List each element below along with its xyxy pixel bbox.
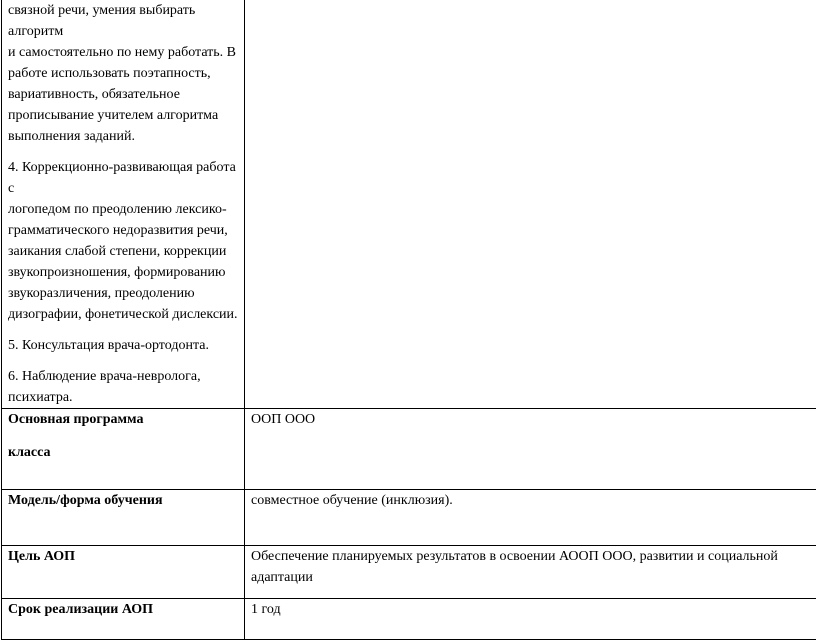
text-line: звукопроизношения, формированию — [8, 265, 225, 280]
text-line: связной речи, умения выбирать алгоритм — [8, 3, 195, 39]
text-line: звукоразличения, преодолению — [8, 286, 195, 301]
term-label: Срок реализации АОП — [8, 602, 153, 617]
program-label-line1: Основная программа — [8, 409, 240, 430]
goal-value-cell — [245, 546, 816, 599]
model-label-cell — [2, 490, 245, 546]
paragraph-neurologist — [8, 366, 240, 408]
term-value-cell — [245, 599, 816, 640]
model-value-cell — [245, 490, 816, 546]
table-row — [2, 490, 816, 546]
text-line: 4. Коррекционно-развивающая работа с — [8, 160, 236, 196]
model-value: совместное обучение (инклюзия). — [251, 493, 453, 508]
paragraph-speech-therapy — [8, 157, 240, 325]
table-row — [2, 599, 816, 640]
goal-value: Обеспечение планируемых результатов в освоении АООП ООО, развитии и социальной адаптации — [251, 549, 778, 585]
text-line: вариативность, обязательное — [8, 87, 180, 102]
text-line: дизографии, фонетической дислексии. — [8, 307, 238, 322]
text-line: выполнения заданий. — [8, 129, 135, 144]
correction-measures-cell — [2, 0, 245, 409]
goal-label-cell — [2, 546, 245, 599]
goal-label: Цель АОП — [8, 549, 75, 564]
text-line: заикания слабой степени, коррекции — [8, 244, 226, 259]
aop-table — [1, 0, 816, 640]
program-label-cell — [2, 409, 245, 490]
text-line: 5. Консультация врача-ортодонта. — [8, 338, 209, 353]
program-value: ООП ООО — [251, 412, 315, 427]
text-line: психиатра. — [8, 390, 73, 405]
term-value: 1 год — [251, 602, 281, 617]
table-row — [2, 409, 816, 490]
program-value-cell — [245, 409, 816, 490]
text-line: грамматического недоразвития речи, — [8, 223, 228, 238]
text-line: логопедом по преодолению лексико- — [8, 202, 227, 217]
table-row — [2, 0, 816, 409]
term-label-cell — [2, 599, 245, 640]
paragraph-orthodontist — [8, 335, 240, 356]
table-row — [2, 546, 816, 599]
program-label-line2: класса — [8, 442, 240, 463]
text-line: прописывание учителем алгоритма — [8, 108, 218, 123]
model-label: Модель/форма обучения — [8, 493, 163, 508]
text-line: работе использовать поэтапность, — [8, 66, 211, 81]
paragraph-algorithm — [8, 0, 240, 147]
text-line: 6. Наблюдение врача-невролога, — [8, 369, 201, 384]
text-line: и самостоятельно по нему работать. В — [8, 45, 236, 60]
empty-cell — [245, 0, 816, 409]
